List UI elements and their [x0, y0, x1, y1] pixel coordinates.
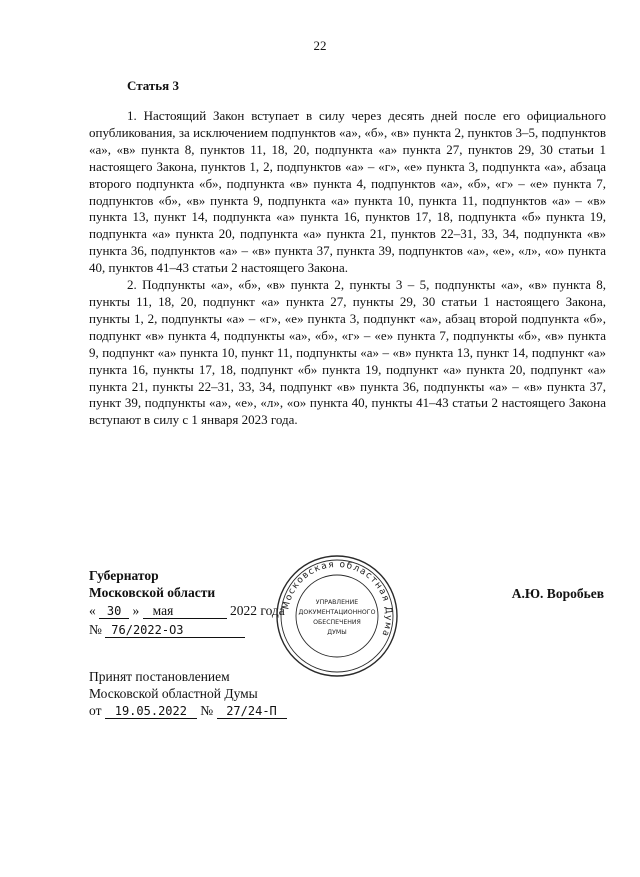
law-number-prefix: № [89, 622, 102, 637]
page-number: 22 [313, 38, 327, 53]
stamp-center-line2: ДОКУМЕНТАЦИОННОГО [298, 609, 376, 616]
stamp-center-line1: УПРАВЛЕНИЕ [315, 599, 359, 606]
stamp-center-line4: ДУМЫ [327, 629, 347, 636]
adoption-line1: Принят постановлением [89, 669, 230, 684]
law-number-value: 76/2022-ОЗ [105, 623, 245, 638]
date-open-quote: « [89, 603, 96, 618]
stamp-outer-ring [277, 556, 397, 676]
paragraph-2: 2. Подпункты «а», «б», «в» пункта 2, пункты 3 – 5, подпункты «а», «в» пункта 8, пункты 11, 18, 20, подпункт «а» пункта 27, пункты 29, 30 статьи 1 настоящего Закона, пункты 1, 2, подпункты «а» – «г», «е» пункта 3, подпункт «а», абзац второй подпункта «б», подпункт «в» пункта 4, подпункты «а», «б», «г» – «е» пункта 7, подпункты «б», «в» пункта 9, подпункт «а» пункта 10, пункт 11, подпункты «а» – «в» пункта 13, пункт 14, подпункт «а» пункта 16, пункты 17, 18, подпункт «б» пункта 19, подпункт «а» пункта 20, подпункт «а» пункта 21, пункты 22–31, 33, 34, подпункт «в» пункта 36, подпункты «а» – «в» пункта 37, пункт 39, подпункты «а», «е», «л», «о» пункта 40, пункты 41–43 статьи 2 настоящего Закона вступают в силу с 1 января 2023 года. [89, 277, 606, 428]
signatory-title-line2: Московской области [89, 585, 216, 600]
paragraph-1: 1. Настоящий Закон вступает в силу через десять дней после его официального опубликования, за исключением подпунктов «а», «б», «в» пункта 2, пунктов 3–5, подпунктов «а», «в» пункта 8, пунктов 11, 18, 20, подпункта «а» пункта 27, пунктов 29, 30 статьи 1 настоящего Закона, пунктов 1, 2, подпунктов «а» – «г», «е» пункта 3, подпункта «а», абзаца второго подпункта «б», подпункта «в» пункта 4, подпунктов «а», «б», «г» – «е» пункта 7, подпунктов «б», «в» пункта 9, подпункта «а» пункта 10, пункта 11, подпунктов «а» – «в» пункта 13, пункт 14, подпункта «а» пункта 16, пунктов 17, 18, подпункта «б» пункта 19, подпункта «а» пункта 20, подпункта «а» пункта 21, пунктов 22–31, 33, 34, подпункта «в» пункта 36, подпунктов «а» – «в» пункта 37, пункта 39, подпунктов «а», «е», «л», «о» пункта 40, пунктов 41–43 статьи 2 настоящего Закона. [89, 108, 606, 276]
date-close-quote: » [132, 603, 140, 618]
adoption-date: 19.05.2022 [105, 704, 197, 719]
stamp-center-line3: ОБЕСПЕЧЕНИЯ [313, 619, 361, 626]
stamp-inner-ring [296, 575, 378, 657]
adoption-line2: Московской областной Думы [89, 686, 258, 701]
article-body [89, 108, 606, 429]
signatory-title [89, 567, 215, 601]
law-number [89, 622, 245, 638]
adoption-date-prefix: от [89, 703, 102, 718]
article-title: Статья 3 [127, 78, 179, 93]
date-day: 30 [99, 604, 129, 619]
date-month: мая [143, 604, 227, 619]
official-stamp [274, 553, 400, 679]
signature-date [89, 603, 285, 619]
signatory-name: А.Ю. Воробьев [511, 586, 604, 601]
adoption-number: 27/24-П [217, 704, 287, 719]
adoption-number-prefix: № [200, 703, 214, 718]
stamp-ring-text: Московская областная Дума [281, 559, 394, 639]
adoption-block [89, 668, 287, 719]
adoption-date-line [89, 702, 287, 719]
date-year: 2022 года [230, 603, 285, 618]
signatory-title-line1: Губернатор [89, 568, 159, 583]
